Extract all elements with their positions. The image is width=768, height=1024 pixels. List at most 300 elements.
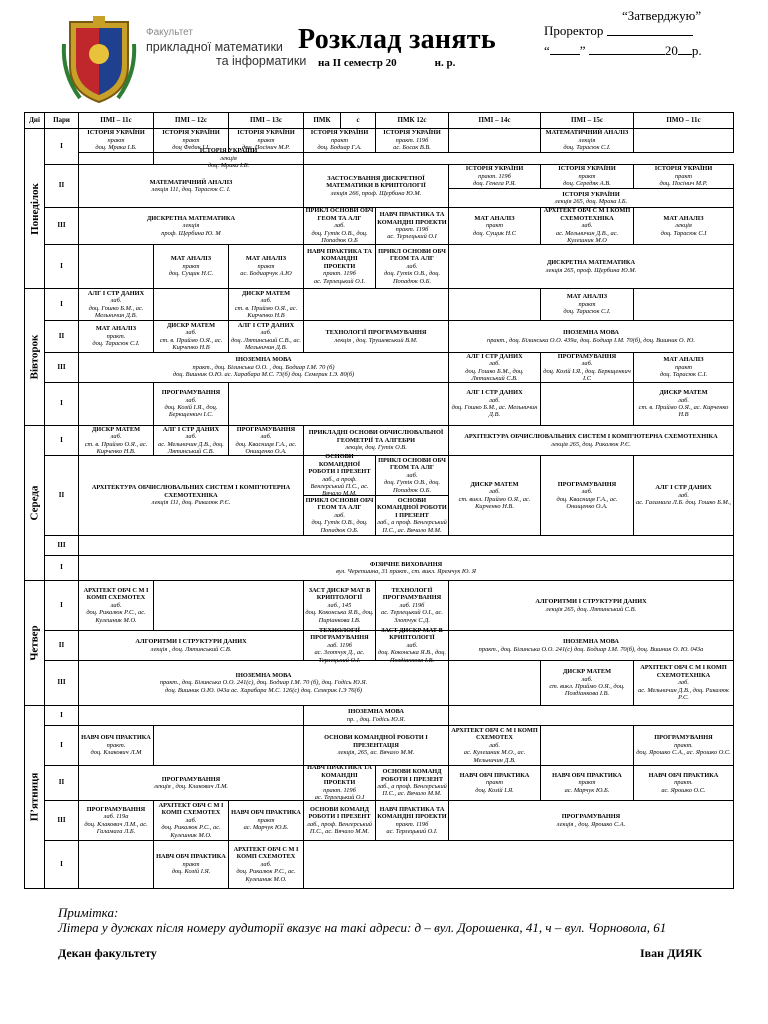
empty-cell [448,705,734,726]
empty-cell [633,288,734,321]
lesson-title: АЛГ І СТР ДАНИХ [466,352,523,360]
lesson-title: ІНОЗЕМНА МОВА [348,708,404,716]
empty-cell [153,288,229,321]
lesson-title: ДИСКР МАТЕМ [562,668,612,676]
lesson-title: ОСНОВИ КОМАНДНОЇ РОБОТИ І ПРЕЗЕНТАЦІЯ [324,734,428,749]
lesson-title: ТЕХНОЛОГІЇ ПРОГРАМУВАННЯ [310,626,369,642]
lesson-teacher: проф. Щербина Ю. М [161,229,221,237]
empty-cell [78,705,304,726]
lesson-type: практ [578,300,596,308]
lesson-type: практ., доц. Білинська О.О. 241(с) доц. Бодиар І.М. 70(б), доц. Вишник О. Ю. 043а [478,645,704,653]
lesson-teacher: ас. Мельничин Д.В., доц. Рикалюк Р.С. [638,686,729,702]
lesson-teacher: доц. Гошко Б.М., ас. Мельничин Д.В. [88,304,144,319]
lesson-type: лекція [675,222,692,230]
pair-number: I [44,128,79,165]
pair-number: I [44,425,79,456]
lesson-type: лекція , доц. Трушевський В.М. [334,336,418,344]
lesson-type: лаб. [110,297,122,305]
lesson-type: лаб. [581,360,593,368]
lesson-type: лаб. 119а [103,813,129,821]
lesson-type: лаб. [110,601,122,609]
lesson-teacher: ст. в. Приймо О.Я., ас. Кирченко Н.В [234,304,298,319]
lesson-teacher: доц. Козій І.Я., доц. Беркщенкич І.С. [164,404,218,419]
lesson-title: ІСТОРІЯ УКРАЇНИ [465,165,524,173]
empty-cell [448,288,541,321]
lesson-type: практ [182,262,200,270]
lesson-teacher: доц. Козій І.Я. [171,868,211,876]
pair-number: II [44,765,79,801]
lesson-cell [78,800,154,841]
lesson-cell [303,765,376,801]
lesson-type: лаб., а проф. Венгерський П.С., ас. Вячало М.М. [377,519,447,534]
lesson-cell [303,705,449,726]
day-label [24,425,45,581]
lesson-teacher: доц. Коконська Я.В., доц. Пиріанкова І.В. [305,609,374,624]
lesson-type: лекція 265, доц. Лятинський С.В. [545,605,637,613]
lesson-cell [303,580,376,631]
lesson-teacher: доц. Сущик Н.С. [168,270,214,278]
lesson-teacher: доц. Гутік О.В., доц. Попадюк О.Б [311,229,368,245]
lesson-type: лекція , доц. Лятинський С.В. [150,645,232,653]
lesson-title: АРХІТЕКТ ОБЧ С М І КОМП СХЕМОТЕХ [83,586,149,602]
lesson-title: АРХІТЕКТ ОБЧ С М І КОМП СХЕМОТЕХНІКА [543,207,631,222]
lesson-type: лекція 265, доц. Рикалюк Р.Є. [551,440,631,448]
lesson-title: ПРИКЛ ОСНОВИ ОБЧ ГЕОМ ТА АЛГ [378,247,446,263]
lesson-title: ДИСКР МАТЕМ [241,289,291,297]
lesson-cell [375,580,449,631]
lesson-cell [448,164,541,189]
lesson-type: лекція [220,154,237,162]
lesson-cell [448,352,541,383]
lesson-type: практ. 119б [395,820,429,828]
lesson-type: лаб. [185,433,197,441]
date-close-quote: ” [579,43,586,58]
lesson-cell [228,320,304,353]
lesson-type: практ [674,363,693,371]
column-header: ПМІ – 12с [153,112,229,129]
lesson-title: ЗАСТ ДИСКР МАТ В КРИПТОЛОГІЇ [308,586,371,602]
lesson-cell [633,352,734,383]
lesson-cell [375,455,449,496]
lesson-title: АРХІТЕКТ ОБЧ С М І КОМП СХЕМОТЕХ [158,801,224,817]
lesson-cell [153,840,229,889]
lesson-type: лаб. [581,488,593,496]
subtitle-end: н. р. [434,57,456,69]
lesson-teacher: доц. Квасниця Г.А., ас. Онищенко О.А. [556,495,618,510]
lesson-cell [78,630,304,661]
lesson-title: ДИСКРЕТНА МАТЕМАТИКА [146,214,236,222]
lesson-cell [633,765,734,801]
lesson-title: АЛГ І СТР ДАНИХ [237,321,295,329]
lesson-type: лаб. [678,491,689,499]
lesson-cell [228,840,304,889]
pair-number: III [44,800,79,841]
empty-cell [540,725,634,766]
lesson-cell [78,164,304,208]
lesson-teacher: доц. Сущик Н.С [473,229,516,237]
lesson-title: ОСНОВИ КОМАНДНОЇ РОБОТИ І ПРЕЗЕНТ [308,453,371,476]
dean-label: Декан факультету [58,946,157,960]
lesson-teacher: доц. Генега Р.Я. [472,180,517,188]
pair-number: III [44,352,79,383]
day-name: Понеділок [28,182,41,235]
lesson-title: АЛГ І СТР ДАНИХ [87,289,145,297]
lesson-teacher: доц. Гутік О.В., доц. Попадюк О.Б. [383,270,441,285]
column-header: ПМІ – 14с [448,112,541,129]
lesson-type: лаб. 119б [327,641,352,649]
lesson-title: ПРИКЛ ОСНОВИ ОБЧ ГЕОМ ТА АЛГ [305,207,374,222]
lesson-type: лаб. [260,860,272,868]
lesson-teacher: доц. Мрака І.Б. [207,162,250,170]
lesson-teacher: доц. Мрака І.Б. [95,144,137,152]
lesson-cell [303,207,376,245]
lesson-teacher: ас. Марчук Ю.Б. [564,786,610,794]
lesson-title: АРХІТЕКТУРА ОБЧИСЛЮВАЛЬНИХ СИСТЕМ І КОМП’ЮТЕРНА СХЕМОТЕХНІКА [464,433,718,441]
lesson-cell [78,580,154,631]
empty-cell [448,660,541,706]
lesson-title: АЛГОРИТМИ І СТРУКТУРИ ДАНИХ [135,638,247,646]
lesson-cell [153,800,229,841]
lesson-type: лаб. [185,816,197,824]
lesson-title: ПРОГРАМУВАННЯ [161,775,221,783]
lesson-teacher: доц. Посінич М.Р. [659,180,708,188]
date-year: 20 [664,43,678,58]
lesson-title: ЗАСТОСУВАННЯ ДИСКРЕТНОЇ МАТЕМАТИКИ В КРИПТОЛОГІЇ [326,174,426,190]
pair-number: I [44,840,79,889]
lesson-teacher: ас. Галамага Л.Б. доц. Гошко Б.М., [636,499,731,507]
lesson-type: практ [257,816,275,824]
lesson-cell [78,320,154,353]
lesson-title: ПРОГРАМУВАННЯ [557,352,617,360]
lesson-title: НАВЧ ПРАКТИКА ТА КОМАНДНІ ПРОЕКТИ [307,764,372,787]
lesson-title: ПРОГРАМУВАННЯ [236,425,296,433]
lesson-cell [375,800,449,841]
pair-number: I [44,382,79,426]
lesson-type: лекція 265, доц. Мрака І.Б. [554,198,628,205]
lesson-teacher: доц. Тарасюк С.І. [92,340,140,348]
lesson-type: лаб., а проф. Венгерський П.С., ас. Вячало М.М. [377,783,447,798]
lesson-cell [448,455,541,536]
lesson-title: ІСТОРІЯ УКРАЇНИ [383,129,441,137]
lesson-type: практ [485,779,504,787]
lesson-teacher: ас. Ярошко О.С. [661,786,706,794]
day-label [24,288,45,426]
day-label [24,128,45,289]
subtitle-text: на II семестр 20 [318,57,397,69]
column-header: ПМІ – 15с [540,112,634,129]
lesson-cell [633,207,734,245]
lesson-type: лаб. [334,511,345,519]
empty-cell [153,725,304,766]
pair-number: I [44,705,79,726]
lesson-cell [303,800,376,841]
faculty-line2: та інформатики [216,54,307,68]
lesson-title: АРХІТЕКТ ОБЧ С М І КОМП СХЕМОТЕХНІКА [640,664,727,679]
lesson-teacher: доц. Коконська Я.В., доц. Поздіанкова І.В. [377,649,447,664]
lesson-title: ПРОГРАМУВАННЯ [161,389,221,397]
lesson-title: ПРИКЛ ОСНОВИ ОБЧ ГЕОМ ТА АЛГ [378,456,446,472]
lesson-cell [303,320,449,353]
lesson-cell [78,660,449,706]
day-name: Вівторок [28,334,41,380]
lesson-cell [448,382,541,426]
lesson-type: лаб. [581,675,593,683]
lesson-title: НАВЧ ОБЧ ПРАКТИКА [552,771,622,779]
day-name: Середа [28,485,41,521]
lesson-title: НАВЧ ОБЧ ПРАКТИКА [648,771,719,779]
lesson-title: ІСТОРІЯ УКРАЇНИ [558,165,616,173]
lesson-type: практ [578,779,596,787]
lesson-cell [375,128,449,153]
lesson-title: МАТЕМАТИЧНИЙ АНАЛІЗ [545,129,629,137]
column-header: Дні [24,112,45,129]
pair-number: II [44,320,79,353]
lesson-type: практ [578,172,596,180]
lesson-teacher: ас. Терлецький О.І [387,233,437,241]
lesson-title: НАВЧ ПРАКТИКА ТА КОМАНДНІ ПРОЕКТИ [377,211,447,226]
lesson-title: ПРОГРАМУВАННЯ [86,805,146,813]
lesson-cell [540,352,634,383]
lesson-type: лаб. [489,360,500,368]
day-label [24,705,45,889]
lesson-type: лаб. [260,433,272,441]
lesson-title: МАТ АНАЛІЗ [474,214,515,222]
lesson-cell [228,425,304,456]
lesson-type: лаб. [489,488,500,496]
lesson-cell [153,382,229,426]
lesson-cell [228,288,304,321]
lesson-title: ПРИКЛ ОСНОВИ ОБЧ ГЕОМ ТА АЛГ [305,496,374,512]
lesson-cell [303,725,449,766]
faculty-line1: прикладної математики [146,40,283,54]
lesson-type: практ., доц. Білинська О.О. 241(с), доц. Бодиар І.М. 70 (б), доц. Годісь Ю.Я. [159,679,368,687]
lesson-teacher: доц. Середяк А.В. [563,180,611,188]
lesson-teacher: ас. Терлецький О.І [314,794,365,802]
lesson-type: практ [330,136,349,144]
lesson-type: лекція, 265, ас. Вячало М.М. [337,749,415,757]
lesson-teacher: доц. Квасниця Г.А., ас. Онищенко О.А. [235,440,297,455]
lesson-type: практ. 119б [323,270,356,278]
lesson-title: ІНОЗЕМНА МОВА [563,329,619,337]
day-label [24,580,45,706]
lesson-type: практ [257,262,275,270]
lesson-type: лаб. [406,471,418,479]
lesson-type: практ. 119б [395,136,429,144]
lesson-teacher: доц. Рикалюк Р.С., ас. Кулешник М.О. [161,824,221,839]
lesson-type: лекція 111, доц. Рикалюк Р.Є. [151,499,231,507]
lesson-type: практ [485,222,504,230]
lesson-teacher: ас. Терлецький О.І. [386,827,438,835]
lesson-type: практ. 119б [395,226,429,233]
lesson-teacher: доц. Рикалюк Р.С., ас. Кулешник М.О. [236,868,296,883]
empty-cell [78,382,154,426]
lesson-cell [448,765,541,801]
lesson-cell [448,630,734,661]
lesson-teacher: доц. Ярошко С.А., ас. Ярошко О.С. [636,749,731,757]
lesson-teacher: доц. Тарасюк С.І [660,229,707,237]
lesson-type: лаб. 119б [399,601,425,609]
lesson-title: АРХІТЕКТ ОБЧ С М І КОМП СХЕМОТЕХ [451,726,538,742]
lesson-type: практ [107,136,125,144]
pair-number: I [44,555,79,581]
lesson-title: МАТ АНАЛІЗ [245,255,287,263]
empty-cell [78,840,154,889]
lesson-cell [540,765,634,801]
empty-cell [153,580,304,631]
lesson-teacher: ас. Босак В.В. [393,144,431,152]
lesson-title: МАТ АНАЛІЗ [95,325,137,333]
lesson-teacher: доц. Клакович Л.М [90,749,142,757]
lesson-cell [303,128,376,153]
pair-number: I [44,288,79,321]
lesson-type: лекція , доц. Ярошко С.А. [556,820,626,828]
lesson-teacher: доц Федак І.І. [172,144,210,152]
lesson-title: ДИСКР МАТЕМ [91,425,141,433]
lesson-title: МАТ АНАЛІЗ [663,214,704,222]
lesson-teacher: доц. Тарасюк С.І. [659,371,708,379]
lesson-teacher: доц. Гошко Б.М., ас. Мельничин Д.В. [451,404,538,419]
pair-number: III [44,207,79,245]
lesson-teacher: ас. Терлецький О.І. [313,277,366,285]
lesson-teacher: доц. Гутік О.В., доц. Попадюк О.Б. [311,519,368,534]
lesson-teacher: ас. Мельничин Д.В., доц. Лятинський С.В. [158,440,224,455]
lesson-type: лаб. [260,329,272,337]
lesson-cell [78,455,304,536]
lesson-type: практ., доц. Білинська О.О. 439а, доц. Бодиар І.М. 70(б), доц. Вишник О. Ю. [487,336,695,344]
lesson-title: ІНОЗЕМНА МОВА [563,638,619,646]
lesson-teacher: ас. Терлецький О.І., ас. Злотчук С.Д. [381,609,443,624]
lesson-title: НАВЧ ОБЧ ПРАКТИКА [156,853,226,861]
lesson-title: ДИСКР МАТЕМ [659,389,708,397]
column-header: Пари [44,112,79,129]
lesson-title: ІСТОРІЯ УКРАЇНИ [654,165,713,173]
lesson-cell [303,455,376,496]
empty-cell [540,382,634,426]
lesson-teacher: ас. Мельничин Д.В., ас. Кулешник М.О [555,229,619,245]
lesson-teacher: ст. викл. Приймо О.Я., доц. Поздіанкова І.В. [549,683,625,698]
lesson-cell [448,320,734,353]
lesson-title: ІНОЗЕМНА МОВА [235,671,292,679]
lesson-cell [78,425,154,456]
approval-label: “Затверджую” [622,8,702,23]
lesson-cell [375,765,449,801]
lesson-cell [540,164,634,189]
lesson-title: АЛГ І СТР ДАНИХ [655,484,712,492]
empty-cell [448,128,541,153]
lesson-title: АРХІТЕКТУРА ОБЧИСЛЮВАЛЬНИХ СИСТЕМ І КОМП’ЮТЕРНА СХЕМОТЕХНІКА [91,484,291,499]
dean-name: Іван ДИЯК [640,946,703,960]
pair-number: III [44,535,79,556]
lesson-cell [448,244,734,289]
empty-cell [303,840,734,889]
lesson-cell [448,800,734,841]
lesson-type: практ. [674,779,693,787]
lesson-type: лаб. [260,297,272,305]
lesson-cell [448,425,734,456]
lesson-title: ІСТОРІЯ УКРАЇНИ [87,129,145,137]
lesson-cell [633,660,734,706]
lesson-type: практ [257,136,275,144]
lesson-cell [540,288,634,321]
lesson-type: лаб. [406,262,418,270]
note [58,905,666,935]
lesson-cell [78,765,304,801]
lesson-type: лекція , доц. Клакович Л.М. [153,783,229,790]
prorector-label: Проректор [544,23,604,38]
lesson-type: лаб. [185,329,197,337]
lesson-type: лаб. [678,396,689,404]
lesson-title: ДИСКР МАТЕМ [166,321,216,329]
lesson-cell [303,626,376,664]
lesson-title: ПРИКЛАДНІ ОСНОВИ ОБЧИСЛЮВАЛЬНОЇ ГЕОМЕТРІЇ ТА АЛГЕБРИ [308,429,444,444]
lesson-teacher: ас. Бодиарчук А.Ю [240,270,292,278]
lesson-cell [303,495,376,536]
lesson-cell [375,207,449,245]
lesson-title: НАВЧ ПРАКТИКА ТА КОМАНДНІ ПРОЕКТИ [377,805,447,821]
lesson-teacher: доц. Тарасюк С.І. [563,308,611,316]
lesson-cell [448,725,541,766]
lesson-title: ПРОГРАМУВАННЯ [654,734,713,742]
lesson-teacher: доц. Бодиар Г.А. [317,144,362,152]
note-label: Примітка: [58,905,119,920]
lesson-title: ІСТОРІЯ УКРАЇНИ [310,129,369,137]
lesson-type: лекція, доц. Гутік О.В. [345,444,407,452]
lesson-type: лаб., а проф. Венгерський П.С., ас. Вячало М.М. [310,475,369,498]
lesson-teacher: доц. Клакович Л.М., ас. Галамага Л.Б. [84,820,148,835]
lesson-title: ІНОЗЕМНА МОВА [235,356,292,364]
lesson-title: ІСТОРІЯ УКРАЇНИ [237,129,295,137]
lesson-cell [540,455,634,536]
lesson-title: НАВЧ ПРАКТИКА ТА КОМАНДНІ ПРОЕКТИ [307,247,372,270]
column-header: ПМО – 11с [633,112,734,129]
lesson-cell [633,725,734,766]
lesson-teacher: доц. Лятинський С.В., ас. Мельничин Д.В. [230,336,301,351]
lesson-type: лаб. [334,222,345,230]
lesson-type: практ [674,172,693,180]
lesson-type: лаб. [185,396,197,404]
lesson-type: лаб. [678,679,689,687]
pair-number: III [44,660,79,706]
pair-number: II [44,164,79,208]
lesson-type: лекція [182,222,200,230]
note-text: Літера у дужках після номеру аудиторії вказує на такі адреси: д – вул. Дорошенка, 41, ч – вул. Чорновола, 61 [58,920,667,935]
lesson-cell [633,455,734,536]
lesson-title: МАТ АНАЛІЗ [663,356,704,364]
lesson-type: лекція 111, доц. Тарасюк С. І. [151,186,231,193]
lesson-type: лекція 266, проф. Щербина Ю.М. [330,189,422,197]
column-header: ПМІ – 13с [228,112,304,129]
lesson-teacher: доц. Вишник О.Ю. ас. Харабара М.С. 73(б) доц. Семерик І.Э. 80(б) [172,371,355,379]
lesson-type: практ. [106,332,126,340]
lesson-type: практ. [674,741,693,749]
day-name: П’ятниця [28,772,41,822]
lesson-title: ЗАСТ ДИСКР МАТ В КРИПТОЛОГІЇ [381,626,443,642]
date-end: р. [691,43,702,58]
column-header: с [340,112,376,129]
lesson-title: АРХІТЕКТ ОБЧ С М І КОМП СХЕМОТЕХ [233,845,299,861]
lesson-cell [303,244,376,289]
column-header: ПМК [303,112,341,129]
lesson-cell [303,425,449,456]
lesson-title: ПРОГРАМУВАННЯ [557,480,617,488]
lesson-cell [228,800,304,841]
empty-cell [633,128,734,153]
lesson-cell [78,128,154,153]
lesson-title: ОСНОВИ КОМАНД РОБОТИ І ПРЕЗЕНТ [308,805,371,821]
lesson-title: ПРОГРАМУВАННЯ [561,813,621,821]
lesson-cell [78,207,304,245]
day-name: Четвер [28,625,41,661]
